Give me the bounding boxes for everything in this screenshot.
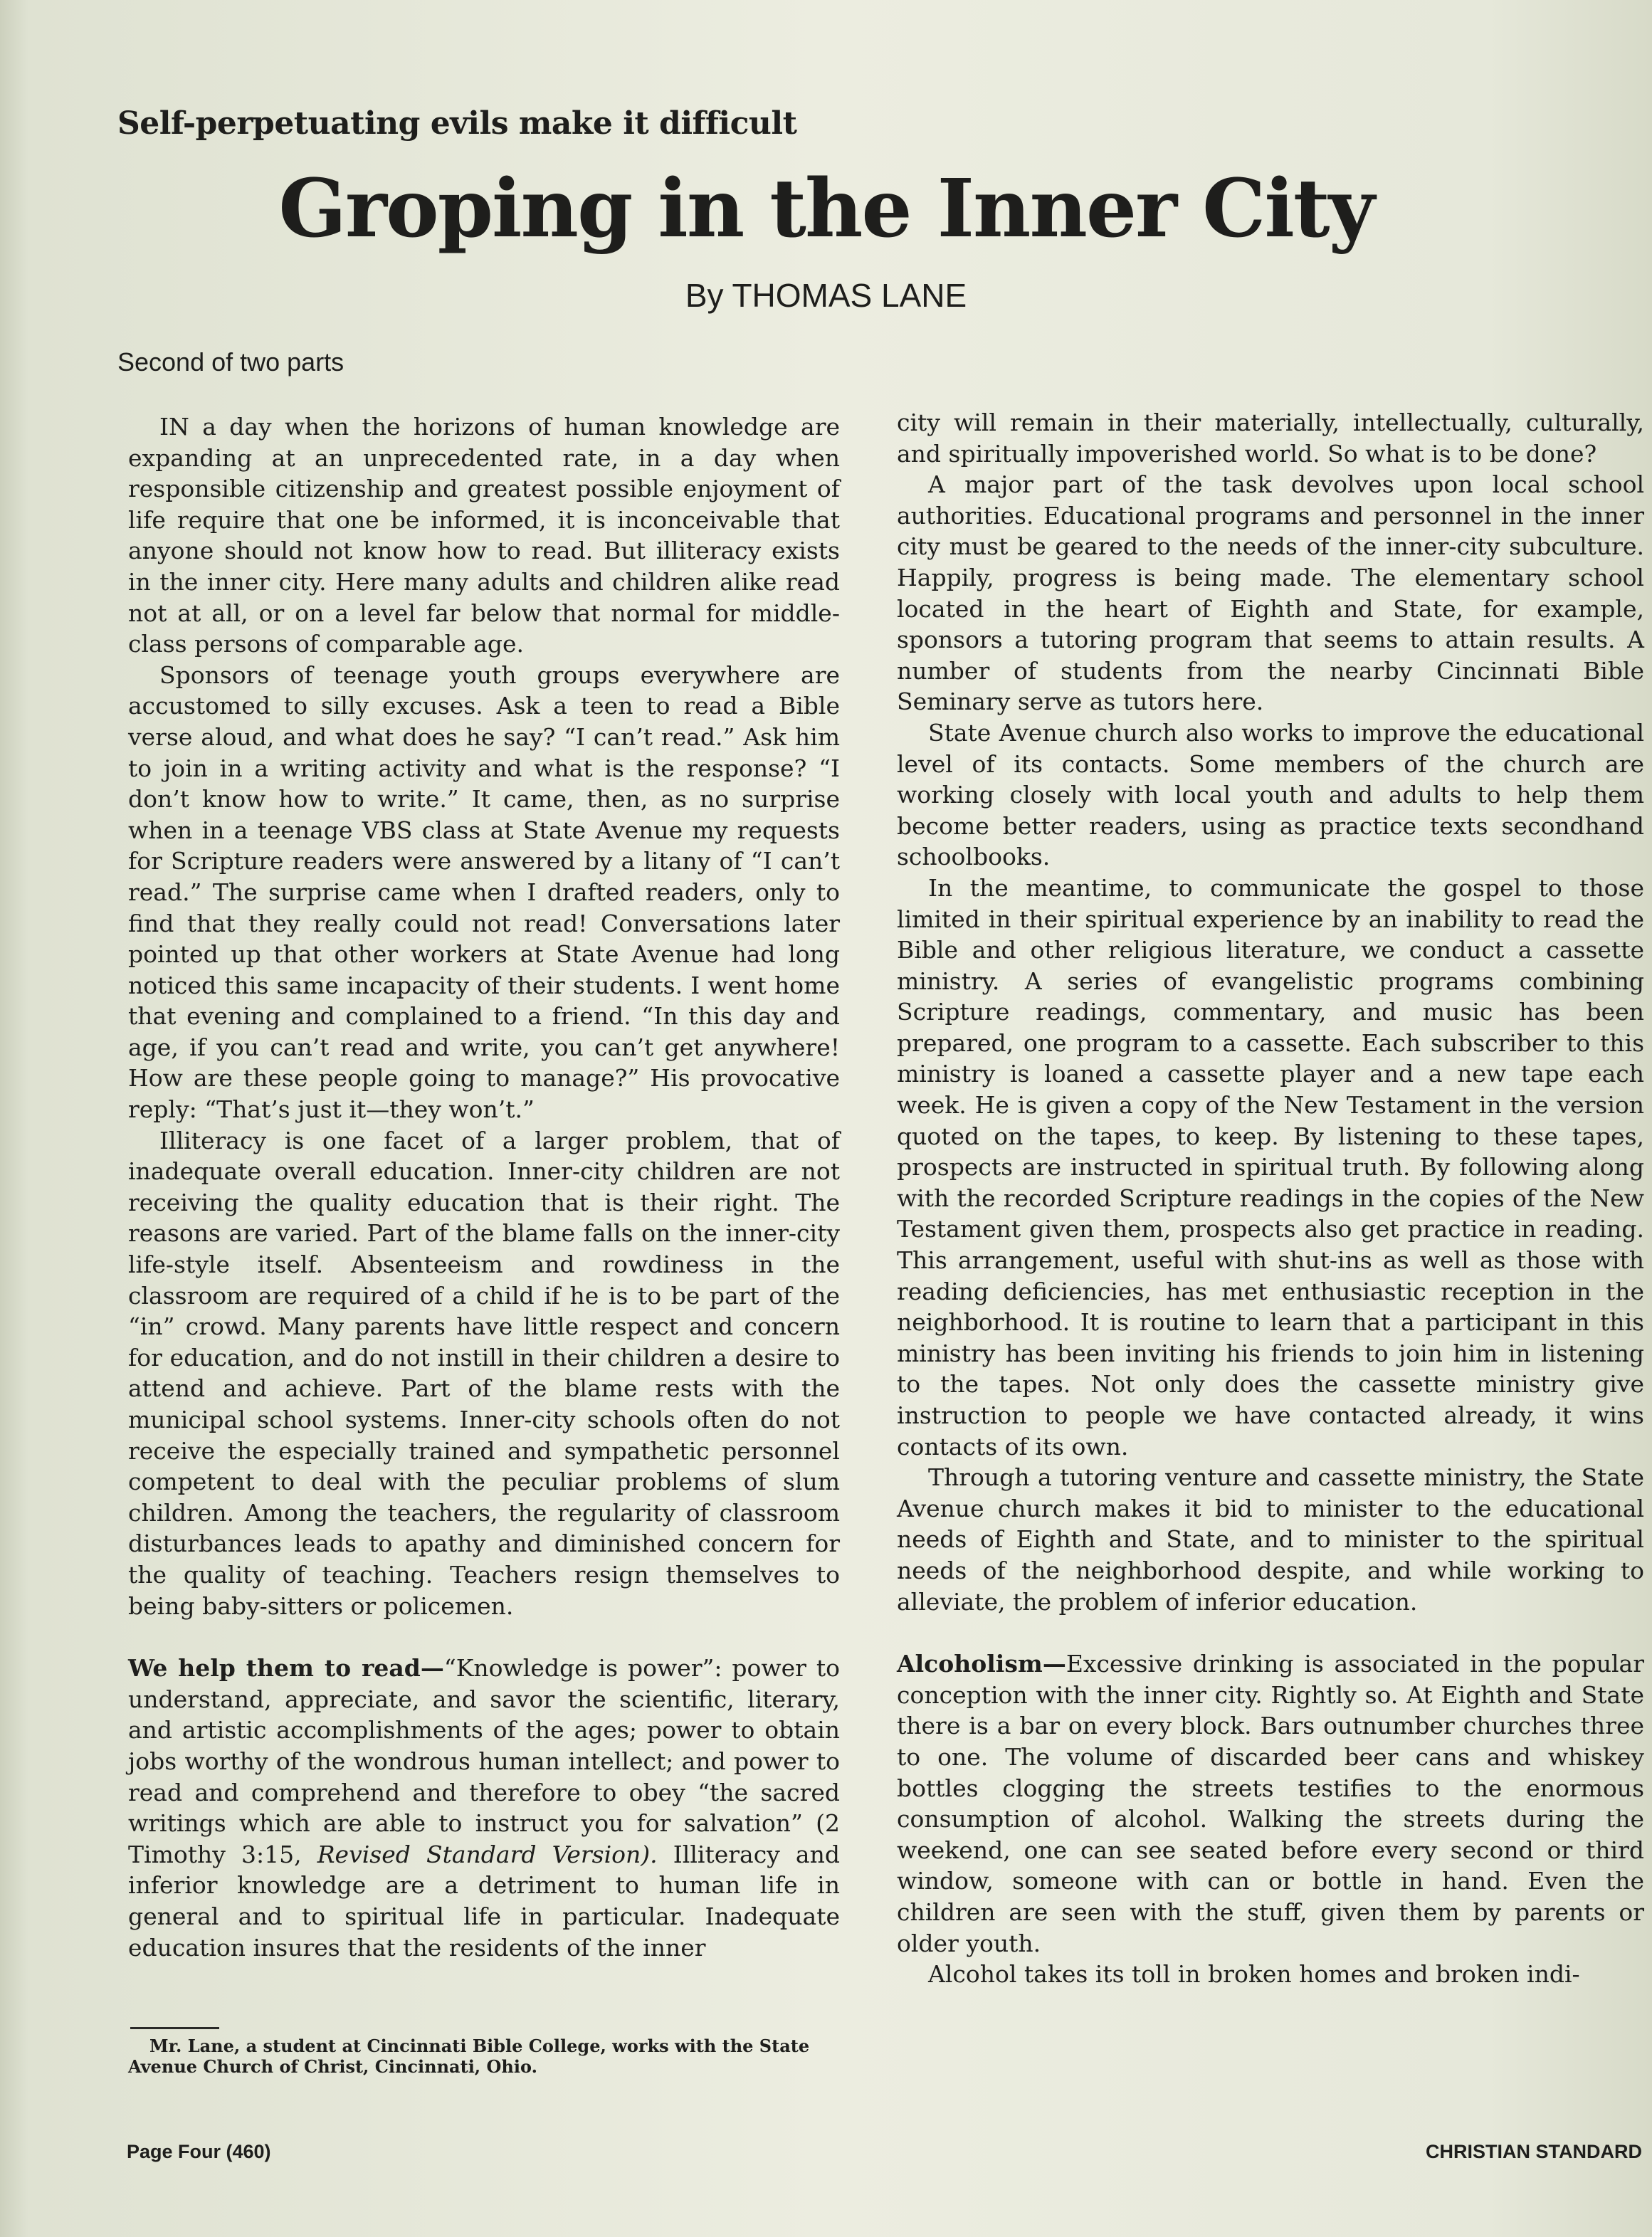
article-kicker: Self-perpetuating evils make it difficult [117,105,797,142]
paragraph: State Avenue church also works to improve the educational level of its contacts. Some members of the church are working closely with local youth and adults to help them become better readers, using as practice texts secondhand schoolbooks. [897,718,1644,871]
paragraph-text: “Knowledge is power”: power to understand, appreciate, and savor the scientific, literary, and artistic accomplishments of the ages; power to obtain jobs worthy of the wondrous human intellect; and power to read and comprehend and therefore to obey “the sacred writings which are able to instruct you for salvation” (2 Timothy 3:15, [128,1654,840,1868]
page-number: Page Four (460) [127,2141,271,2162]
article-byline: By THOMAS LANE [685,277,967,314]
paragraph: city will remain in their materially, intellectually, culturally, and spiritually impoverished world. So what is to be done? [897,409,1644,468]
author-footnote: Mr. Lane, a student at Cincinnati Bible College, works with the State Avenue Church of Christ, Cincinnati, Ohio. [128,2036,810,2077]
paragraph: Illiteracy is one facet of a larger problem, that of inadequate overall education. Inner-city children are not receiving the quality education that is their right. The reasons are varied. Part of the blame falls on the inner-city life-style itself. Absenteeism and rowdiness in the classroom are required of a child if he is to be part of the “in” crowd. Many parents have little respect and concern for education, and do not instill in their children a desire to attend and achieve. Part of the blame rests with the municipal school systems. Inner-city schools often do not receive the especially trained and sympathetic personnel competent to deal with the peculiar problems of slum children. Among the teachers, the regularity of classroom disturbances leads to apathy and diminished concern for the quality of teaching. Teachers resign themselves to being baby-sitters or policemen. [128,1126,840,1620]
right-column [897,407,1644,1990]
paragraph: Through a tutoring venture and cassette ministry, the State Avenue church makes it bid to minister to the educational needs of Eighth and State, and to minister to the spiritual needs of the neighborhood despite, and while working to alleviate, the problem of inferior education. [897,1463,1644,1616]
paragraph: A major part of the task devolves upon local school authorities. Educational programs and personnel in the inner city must be geared to the needs of the inner-city subculture. Happily, progress is being made. The elementary school located in the heart of Eighth and State, for example, sponsors a tutoring program that seems to attain results. A number of students from the nearby Cincinnati Bible Seminary serve as tutors here. [897,470,1644,716]
paragraph: In the meantime, to communicate the gospel to those limited in their spiritual experience by an inability to read the Bible and other religious literature, we conduct a cassette ministry. A series of evangelistic programs combining Scripture readings, commentary, and music has been prepared, one program to a cassette. Each subscriber to this ministry is loaned a cassette player and a new tape each week. He is given a copy of the New Testament in the version quoted on the tapes, to keep. By listening to these tapes, prospects are instructed in spiritual truth. By following along with the recorded Scripture readings in the copies of the New Testament given them, prospects also get practice in reading. This arrangement, useful with shut-ins as well as those with reading deficiencies, has met enthusiastic reception in the neighborhood. It is routine to learn that a participant in this ministry has been inviting his friends to join him in listening to the tapes. Not only does the cassette ministry give instruction to people we have contacted already, it wins contacts of its own. [897,873,1644,1460]
paragraph: Sponsors of teenage youth groups everywhere are accustomed to silly excuses. Ask a teen to read a Bible verse aloud, and what does he say? “I can’t read.” Ask him to join in a writing activity and what is the response? “I don’t know how to write.” It came, then, as no surprise when in a teenage VBS class at State Avenue my requests for Scripture readers were answered by a litany of “I can’t read.” The surprise came when I drafted readers, only to find that they really could not read! Conversations later pointed up that other workers at State Avenue had long noticed this same incapacity of their students. I went home that evening and complained to a friend. “In this day and age, if you can’t read and write, you can’t get anywhere! How are these people going to manage?” His provocative reply: “That’s just it—they won’t.” [128,660,840,1124]
paragraph-text: Excessive drinking is associated in the popular conception with the inner city. Rightly so. At Eighth and State there is a bar on every block. Bars outnumber churches three to one. The volume of discarded beer cans and whiskey bottles clogging the streets testifies to the enormous consumption of alcohol. Walking the streets during the weekend, one can see seated before every second or third window, someone with can or bottle in hand. Even the children are seen with the stuff, given them by parents or older youth. [897,1650,1644,1957]
section-heading: Alcoholism— [897,1650,1066,1678]
section-paragraph [897,1648,1644,1959]
section-paragraph [128,1653,840,1963]
article-title: Groping in the Inner City [278,162,1374,256]
italic-citation: Revised Standard Version). [317,1840,658,1868]
paragraph: Alcohol takes its toll in broken homes and broken indi- [928,1960,1580,1989]
left-column [128,411,840,1963]
publication-name: CHRISTIAN STANDARD [1426,2141,1642,2162]
paragraph: IN a day when the horizons of human knowledge are expanding at an unprecedented rate, in a day when responsible citizenship and greatest possible enjoyment of life require that one be informed, it is inconceivable that anyone should not know how to read. But illiteracy exists in the inner city. Here many adults and children alike read not at all, or on a level far below that normal for middle-class persons of comparable age. [128,413,840,658]
paragraph-text: Illiteracy and inferior knowledge are a detriment to human life in general and to spiritual life in particular. Inadequate education insures that the residents of the inner [128,1840,840,1962]
series-note: Second of two parts [117,347,344,377]
footnote-rule [130,2027,219,2029]
section-heading: We help them to read— [128,1654,444,1683]
